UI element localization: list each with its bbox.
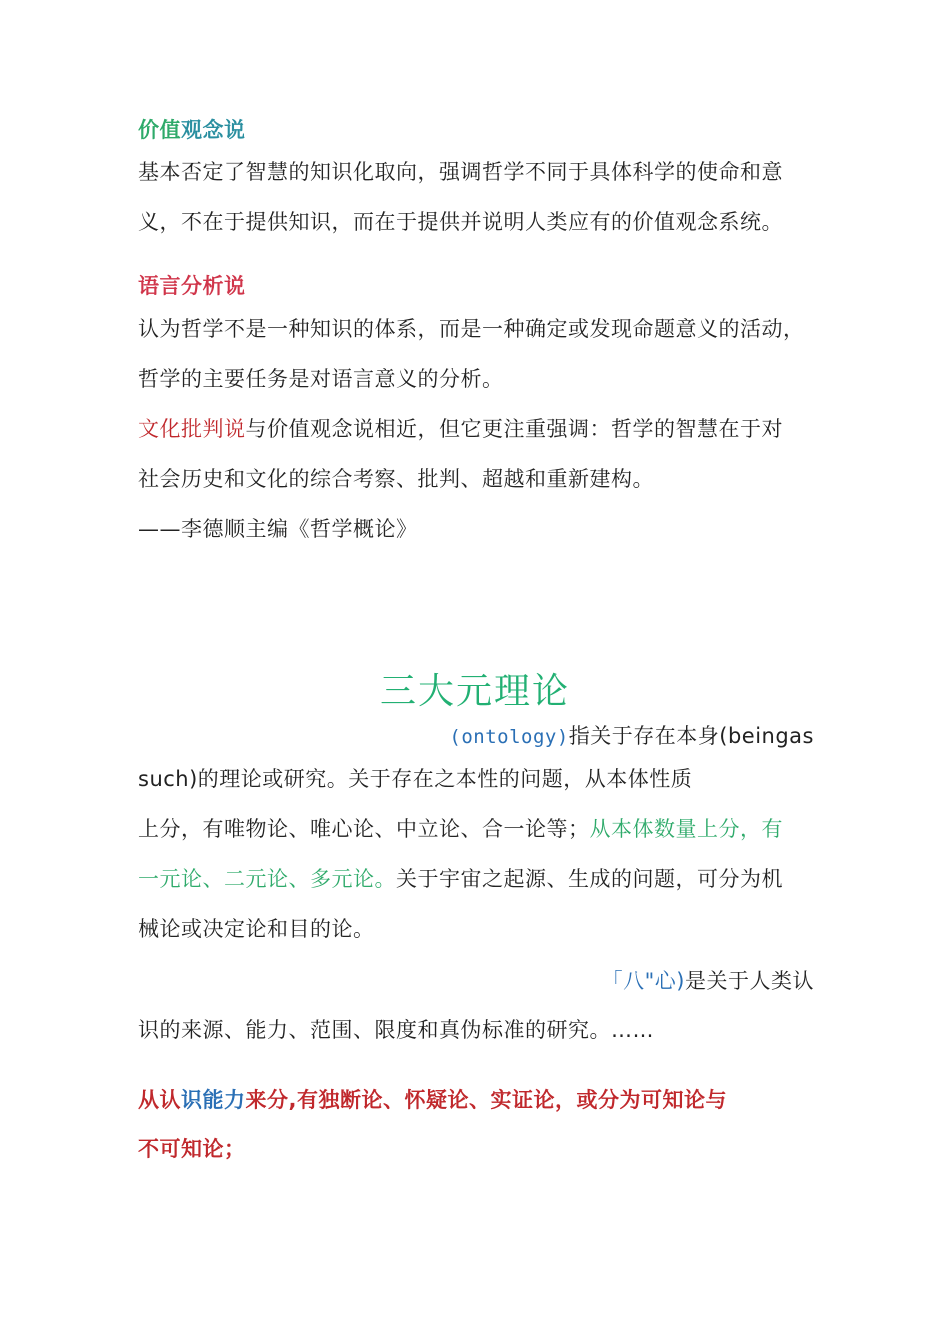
citation-source: ——李德顺主编《哲学概论》 — [138, 517, 418, 541]
paragraph-line — [138, 815, 783, 843]
page-title: 三大元理论 — [379, 671, 570, 712]
paragraph-line: 不可知论； — [138, 1137, 246, 1161]
paragraph-line: 社会历史和文化的综合考察、批判、超越和重新建构。 — [138, 467, 654, 491]
section-heading-value-theory — [138, 116, 246, 144]
term-ontology: (ontology) — [449, 726, 569, 748]
term-epistemology: 「八"心) — [601, 969, 685, 993]
highlight-text: 识能力 — [181, 1088, 246, 1112]
paragraph-line: 认为哲学不是一种知识的体系，而是一种确定或发现命题意义的活动， — [138, 317, 805, 341]
paragraph-line: 基本否定了智慧的知识化取向，强调哲学不同于具体科学的使命和意 — [138, 160, 783, 184]
paragraph-line: 义，不在于提供知识，而在于提供并说明人类应有的价值观念系统。 — [138, 210, 783, 234]
highlight-text: 从认 — [138, 1088, 181, 1112]
highlight-text: 一元论、二元论、多元论。 — [138, 867, 396, 891]
paragraph-line — [138, 415, 783, 443]
heading-part: 观念说 — [181, 118, 246, 142]
paragraph-text: 上分，有唯物论、唯心论、中立论、合一论等； — [138, 817, 590, 841]
paragraph-line — [602, 967, 814, 995]
paragraph-text: 与价值观念说相近，但它更注重强调：哲学的智慧在于对 — [245, 417, 783, 441]
paragraph-text: 是关于人类认 — [685, 969, 814, 993]
paragraph-line: 械论或决定论和目的论。 — [138, 917, 375, 941]
highlight-text: 来分,有独断论、怀疑论、实证论，或分为可知论与 — [245, 1088, 727, 1112]
paragraph-line — [138, 865, 783, 893]
highlight-text: 从本体数量上分，有 — [589, 817, 783, 841]
paragraph-text: 关于宇宙之起源、生成的问题，可分为机 — [396, 867, 783, 891]
paragraph-line — [449, 722, 814, 751]
term-cultural-critique: 文化批判说 — [138, 417, 246, 441]
paragraph-line: 识的来源、能力、范围、限度和真伪标准的研究。…… — [138, 1018, 654, 1042]
paragraph-line: such)的理论或研究。关于存在之本性的问题，从本体性质 — [138, 767, 693, 791]
section-heading-language-analysis: 语言分析说 — [138, 274, 246, 298]
heading-part: 价值 — [138, 118, 181, 142]
paragraph-text: 指关于存在本身(beingas — [568, 724, 814, 748]
paragraph-line — [138, 1086, 727, 1114]
paragraph-line: 哲学的主要任务是对语言意义的分析。 — [138, 367, 504, 391]
